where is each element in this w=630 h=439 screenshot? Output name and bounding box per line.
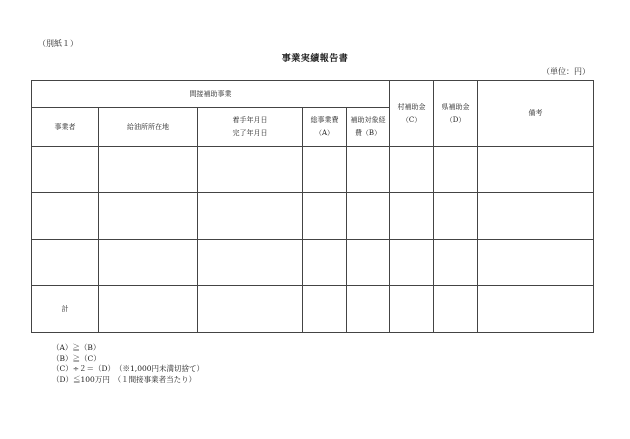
table-row bbox=[32, 147, 594, 193]
table-cell bbox=[303, 193, 347, 240]
dates-header bbox=[198, 108, 303, 147]
start-date-label: 着手年月日 bbox=[232, 116, 268, 124]
total-cost-label: 総事業費 bbox=[310, 116, 339, 124]
total-cost-header bbox=[303, 108, 347, 147]
table-cell bbox=[478, 193, 594, 240]
table-cell bbox=[99, 286, 198, 333]
table-cell bbox=[303, 286, 347, 333]
table-cell bbox=[99, 193, 198, 240]
notes bbox=[52, 343, 204, 385]
table-row bbox=[32, 240, 594, 286]
village-subsidy-label: 村補助金 bbox=[397, 102, 426, 111]
table-cell bbox=[32, 193, 99, 240]
eligible-cost-header bbox=[347, 108, 390, 147]
table-cell bbox=[434, 240, 478, 286]
location-label: 給油所所在地 bbox=[127, 122, 169, 131]
group-header-label: 間接補助事業 bbox=[189, 89, 232, 98]
note-line: （D）≦100万円 （１間接事業者当たり） bbox=[52, 374, 197, 384]
table-cell bbox=[390, 240, 434, 286]
table-cell bbox=[390, 147, 434, 193]
operator-label: 事業者 bbox=[54, 122, 76, 131]
village-subsidy-code: （C） bbox=[401, 115, 422, 124]
operator-header bbox=[32, 108, 99, 147]
table-cell bbox=[198, 240, 303, 286]
village-subsidy-header bbox=[390, 81, 434, 147]
table-cell bbox=[99, 147, 198, 193]
location-header bbox=[99, 108, 198, 147]
table-cell bbox=[390, 193, 434, 240]
eligible-cost-label: 補助対象経 bbox=[350, 116, 386, 124]
table-cell bbox=[32, 147, 99, 193]
table-cell bbox=[434, 147, 478, 193]
table-cell bbox=[198, 286, 303, 333]
table-cell bbox=[390, 286, 434, 333]
document-title: 事業実績報告書 bbox=[281, 54, 349, 64]
prefecture-subsidy-header bbox=[434, 81, 478, 147]
table-row bbox=[32, 193, 594, 240]
table-cell bbox=[32, 240, 99, 286]
table-cell bbox=[478, 286, 594, 333]
table-cell bbox=[198, 147, 303, 193]
note-line: （C）÷２＝（D） （※1,000円未満切捨て） bbox=[52, 364, 205, 373]
report-table bbox=[31, 80, 594, 333]
note-line: （B）≧（C） bbox=[52, 353, 101, 363]
document-reference: （別紙１） bbox=[38, 39, 78, 48]
table-cell bbox=[347, 286, 390, 333]
table-cell bbox=[99, 240, 198, 286]
table-cell bbox=[198, 193, 303, 240]
prefecture-subsidy-label: 県補助金 bbox=[441, 102, 470, 111]
total-label-cell bbox=[32, 286, 99, 333]
total-label: 計 bbox=[61, 304, 69, 313]
eligible-cost-code: 費（B） bbox=[354, 129, 382, 137]
table-cell bbox=[478, 240, 594, 286]
table-cell bbox=[303, 147, 347, 193]
remarks-header bbox=[478, 81, 594, 147]
total-row bbox=[32, 286, 594, 333]
table-cell bbox=[434, 193, 478, 240]
table-cell bbox=[347, 193, 390, 240]
table-cell bbox=[434, 286, 478, 333]
group-header-cell bbox=[32, 81, 390, 108]
table-cell bbox=[303, 240, 347, 286]
note-line: （A）≧（B） bbox=[52, 343, 101, 352]
table-cell bbox=[347, 240, 390, 286]
table-cell bbox=[478, 147, 594, 193]
table-cell bbox=[347, 147, 390, 193]
prefecture-subsidy-code: （D） bbox=[445, 115, 466, 124]
header-row-1 bbox=[32, 81, 594, 108]
completion-date-label: 完了年月日 bbox=[232, 129, 268, 137]
total-cost-code: （A） bbox=[314, 129, 335, 137]
unit-label: （単位：円） bbox=[542, 67, 590, 76]
remarks-label: 備考 bbox=[528, 109, 543, 117]
